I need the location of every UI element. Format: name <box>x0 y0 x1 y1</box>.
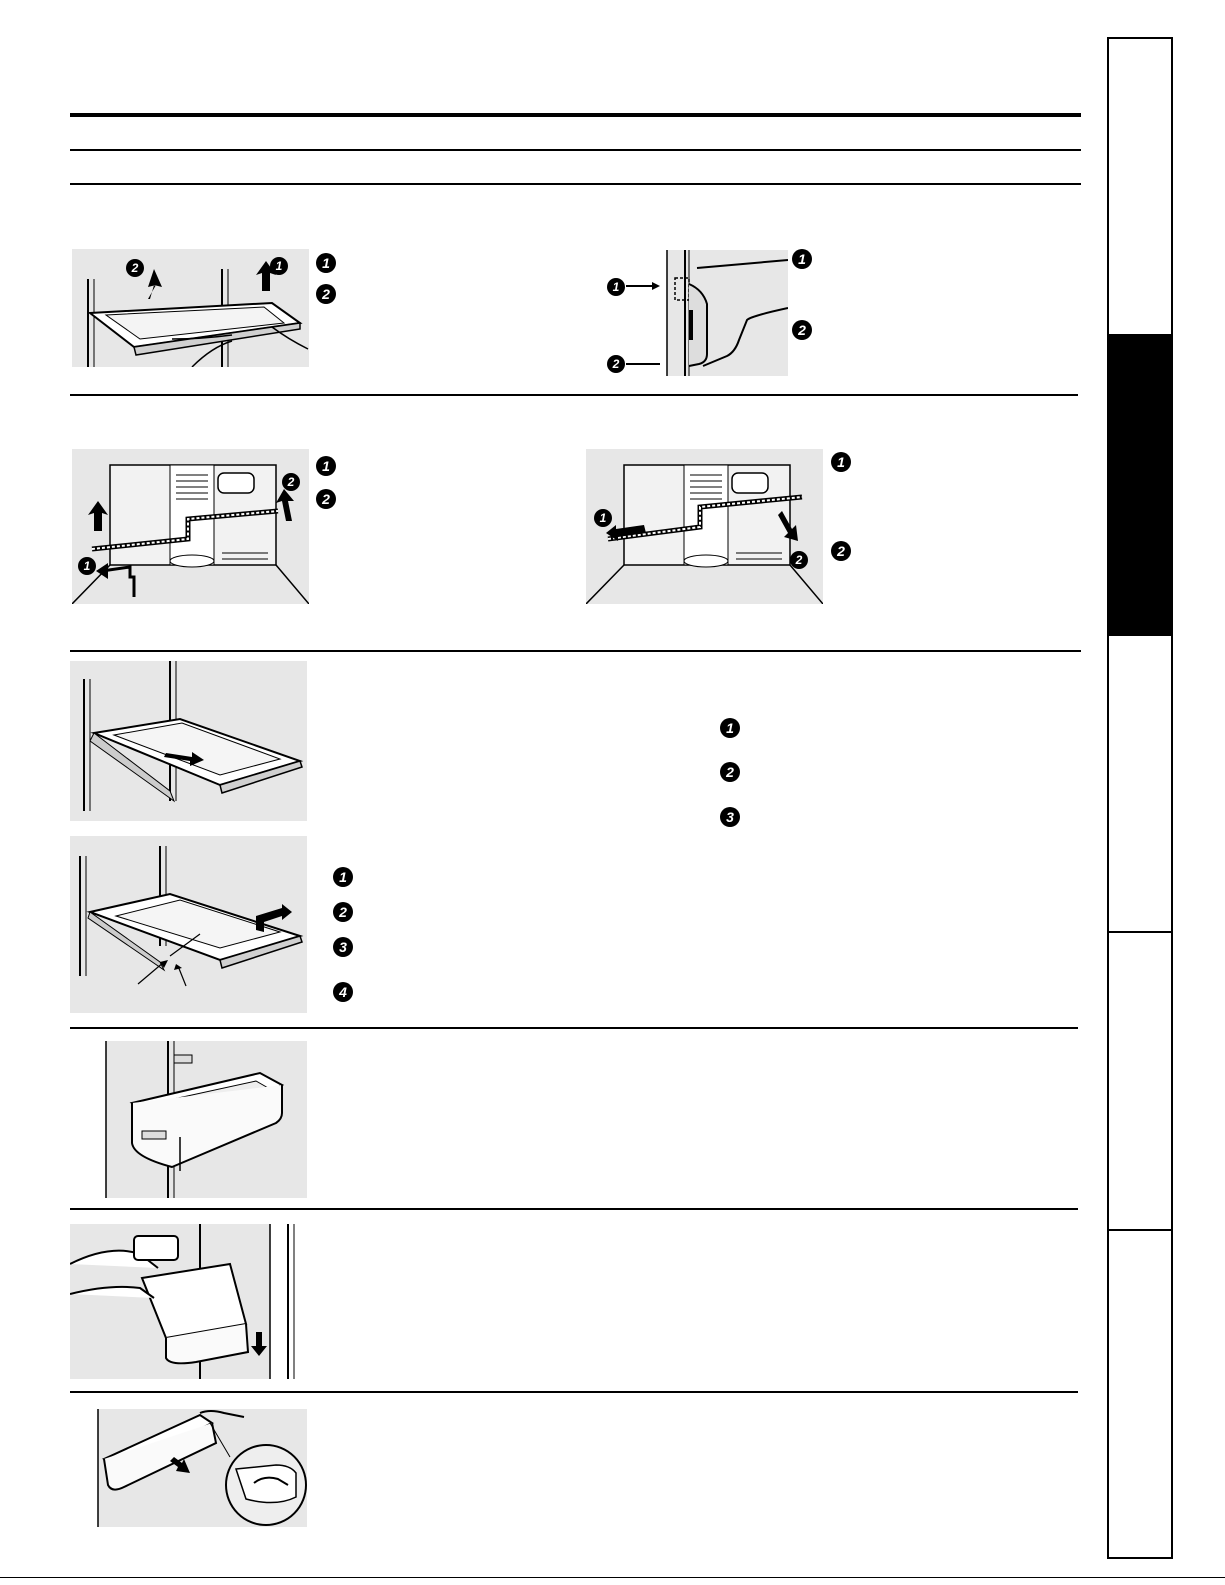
section-divider <box>70 1027 1078 1029</box>
step-marker-3: 3 <box>720 807 740 827</box>
step-marker-2: 2 <box>790 551 808 569</box>
top-rule-thick <box>70 113 1081 117</box>
rule <box>70 183 1081 185</box>
step-marker-1: 1 <box>720 718 740 738</box>
section-divider <box>70 1208 1078 1210</box>
section-divider <box>70 394 1078 396</box>
bottom-rule <box>0 1577 1225 1578</box>
step-marker-2: 2 <box>333 902 353 922</box>
tab-section-3[interactable] <box>1109 636 1171 933</box>
tab-section-1[interactable] <box>1109 39 1171 336</box>
tab-section-2-active[interactable] <box>1109 336 1171 636</box>
step-marker-3: 3 <box>333 937 353 957</box>
section-divider <box>70 1391 1078 1393</box>
wire-shelf-replacement-illustration <box>586 449 823 604</box>
step-marker-2: 2 <box>831 541 851 561</box>
step-marker-2: 2 <box>720 762 740 782</box>
step-marker-2: 2 <box>316 489 336 509</box>
step-marker-1: 1 <box>270 257 288 275</box>
step-marker-2: 2 <box>126 259 144 277</box>
tab-section-4[interactable] <box>1109 933 1171 1231</box>
tab-section-5[interactable] <box>1109 1231 1171 1557</box>
step-marker-1: 1 <box>594 509 612 527</box>
step-marker-1: 1 <box>333 867 353 887</box>
gallon-door-bin-illustration <box>70 1409 307 1527</box>
step-marker-4: 4 <box>333 982 353 1002</box>
shelf-lift-illustration <box>72 249 309 367</box>
step-marker-1: 1 <box>316 253 336 273</box>
rule <box>70 149 1081 151</box>
step-marker-2: 2 <box>316 284 336 304</box>
step-marker-1: 1 <box>607 278 625 296</box>
pointer-arrow <box>620 278 680 378</box>
step-marker-1: 1 <box>792 249 812 269</box>
step-marker-2: 2 <box>792 320 812 340</box>
step-marker-1: 1 <box>78 557 96 575</box>
door-bin-illustration <box>70 1041 307 1198</box>
spillproof-shelf-illustration <box>70 661 307 821</box>
step-marker-1: 1 <box>316 456 336 476</box>
slide-out-shelf-illustration <box>70 836 307 1013</box>
step-marker-2: 2 <box>282 473 300 491</box>
wire-shelf-removal-illustration <box>72 449 309 604</box>
door-bin-lift-illustration <box>70 1224 307 1379</box>
step-marker-2: 2 <box>607 355 625 373</box>
section-divider <box>70 650 1081 652</box>
section-tabs <box>1107 37 1173 1559</box>
step-marker-1: 1 <box>831 452 851 472</box>
